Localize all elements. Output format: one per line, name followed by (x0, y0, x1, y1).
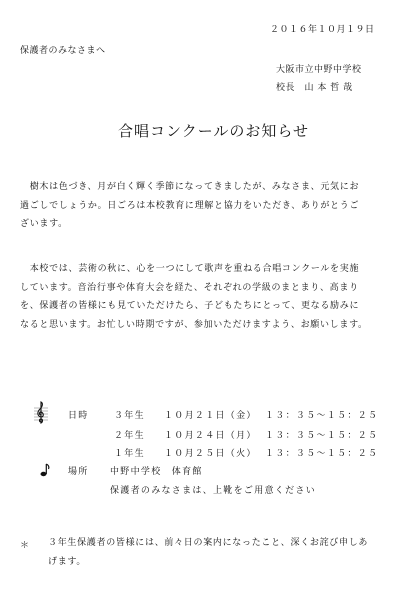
schedule-venue: 中野中学校 体育館 (110, 467, 203, 477)
letter-date: ２０１６年１０月１９日 (270, 25, 375, 35)
music-note-icon (40, 462, 50, 476)
schedule-grade: ２年生 (114, 431, 145, 441)
principal-name: 校長 山 本 哲 哉 (276, 83, 353, 93)
schedule-grade: ３年生 (114, 411, 145, 421)
schedule-date-label: 日時 (68, 411, 89, 421)
footnote-mark: ＊ (20, 541, 30, 551)
schedule-date: １０月２５日（火） (164, 449, 257, 459)
schedule-time: １３：３５～１５：２５ (265, 449, 379, 459)
shoes-notice: 保護者のみなさまは、上靴をご用意ください (110, 486, 317, 496)
paragraph-greeting (20, 178, 400, 234)
paragraph-announcement (20, 260, 400, 334)
footnote-line: げます。 (48, 556, 87, 567)
schedule-date: １０月２１日（金） (164, 411, 257, 421)
addressee: 保護者のみなさまへ (20, 46, 106, 56)
paragraph-line: 本校では、芸術の秋に、心を一つにして歌声を重ねる合唱コンクールを実施 (20, 264, 360, 274)
schedule-time: １３：３５～１５：２５ (265, 431, 379, 441)
schedule-date: １０月２４日（月） (164, 431, 257, 441)
treble-clef-icon (34, 400, 48, 424)
footnote (48, 534, 398, 571)
footnote-line: ３年生保護者の皆様には、前々日の案内になったこと、深くお詫び申しあ (48, 538, 369, 548)
school-name: 大阪市立中野中学校 (276, 65, 362, 75)
paragraph-line: を、保護者の皆様にも見ていただけたら、子どもたちにとって、更なる励みに (20, 301, 360, 311)
paragraph-line: 樹木は色づき、月が白く輝く季節になってきましたが、みなさま、元気にお (20, 182, 360, 192)
paragraph-line: なると思います。お忙しい時期ですが、参加いただけますよう、お願いします。 (20, 319, 368, 330)
page-title: 合唱コンクールのお知らせ (118, 122, 309, 140)
paragraph-line: しています。音治行事や体育大会を経た、それぞれの学級のまとまり、高まり (20, 282, 359, 293)
paragraph-line: ざいます。 (20, 219, 68, 229)
schedule-time: １３：３５～１５：２５ (265, 411, 379, 421)
schedule-grade: １年生 (114, 449, 145, 459)
paragraph-line: 過ごしでしょうか。日ごろは本校教育に理解と協力をいただき、ありがとうご (20, 200, 360, 211)
schedule-venue-label: 場所 (68, 467, 89, 477)
